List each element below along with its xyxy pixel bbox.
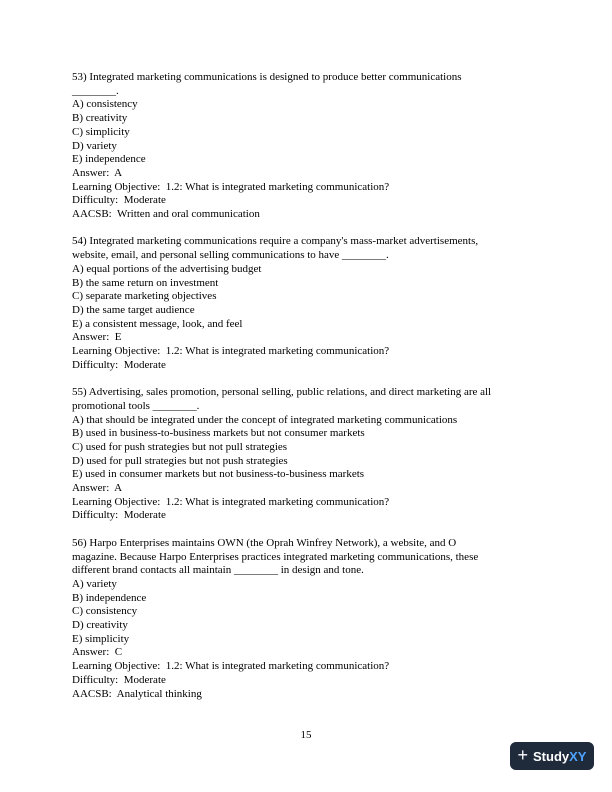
option: E) simplicity — [72, 632, 130, 645]
option: B) independence — [72, 591, 147, 604]
option: C) separate marketing objectives — [72, 290, 217, 303]
learning-objective: Learning Objective: 1.2: What is integrated marketing communication? — [72, 180, 390, 193]
option: D) used for pull strategies but not push strategies — [72, 454, 288, 467]
brand-logo — [533, 749, 586, 764]
brand-main: Study — [533, 748, 570, 764]
option: E) a consistent message, look, and feel — [72, 317, 243, 330]
learning-objective: Learning Objective: 1.2: What is integrated marketing communication? — [72, 495, 390, 508]
question-stem-line: 55) Advertising, sales promotion, personal selling, public relations, and direct marketing are all — [72, 386, 492, 399]
difficulty: Difficulty: Moderate — [72, 194, 166, 207]
answer: Answer: E — [72, 331, 122, 344]
question-stem-line: ________. — [72, 84, 119, 97]
option: B) the same return on investment — [72, 276, 219, 289]
question-stem-line: 53) Integrated marketing communications is designed to produce better communications — [72, 71, 462, 83]
option: A) consistency — [72, 98, 138, 111]
answer: Answer: A — [72, 166, 123, 179]
brand-accent: XY — [569, 748, 587, 764]
option: C) consistency — [72, 605, 138, 618]
option: B) creativity — [72, 112, 128, 125]
question-stem-line: website, email, and personal selling communications to have ________. — [72, 249, 389, 262]
question-stem-line: magazine. Because Harpo Enterprises practices integrated marketing communications, these — [72, 550, 479, 563]
aacsb: AACSB: Written and oral communication — [72, 208, 260, 221]
option: C) used for push strategies but not pull strategies — [72, 440, 288, 453]
question-56 — [72, 537, 542, 701]
option: A) variety — [72, 577, 117, 590]
learning-objective: Learning Objective: 1.2: What is integrated marketing communication? — [72, 345, 390, 358]
option: B) used in business-to-business markets but not consumer markets — [72, 427, 365, 440]
option: A) equal portions of the advertising budget — [72, 262, 262, 275]
option: E) independence — [72, 153, 146, 166]
question-54 — [72, 235, 542, 372]
question-stem-line: promotional tools ________. — [72, 399, 200, 412]
answer: Answer: C — [72, 646, 123, 659]
option: D) creativity — [72, 619, 128, 632]
aacsb: AACSB: Analytical thinking — [72, 687, 202, 700]
option: A) that should be integrated under the concept of integrated marketing communications — [72, 413, 458, 426]
option: D) variety — [72, 139, 117, 152]
question-list — [72, 71, 542, 715]
plus-icon: + — [517, 745, 529, 765]
difficulty: Difficulty: Moderate — [72, 358, 166, 371]
option: C) simplicity — [72, 125, 130, 138]
question-stem-line: 54) Integrated marketing communications require a company's mass-market advertisements, — [72, 235, 479, 248]
studyxy-badge[interactable] — [510, 742, 594, 770]
difficulty: Difficulty: Moderate — [72, 673, 166, 686]
option: D) the same target audience — [72, 303, 195, 316]
difficulty: Difficulty: Moderate — [72, 509, 166, 522]
question-stem-line: different brand contacts all maintain ________ in design and tone. — [72, 564, 364, 577]
question-stem-line: 56) Harpo Enterprises maintains OWN (the Oprah Winfrey Network), a website, and O — [72, 536, 457, 549]
question-53 — [72, 71, 542, 222]
question-55 — [72, 386, 542, 523]
learning-objective: Learning Objective: 1.2: What is integrated marketing communication? — [72, 660, 390, 673]
page-number: 15 — [300, 729, 312, 741]
option: E) used in consumer markets but not business-to-business markets — [72, 468, 365, 481]
answer: Answer: A — [72, 482, 123, 495]
